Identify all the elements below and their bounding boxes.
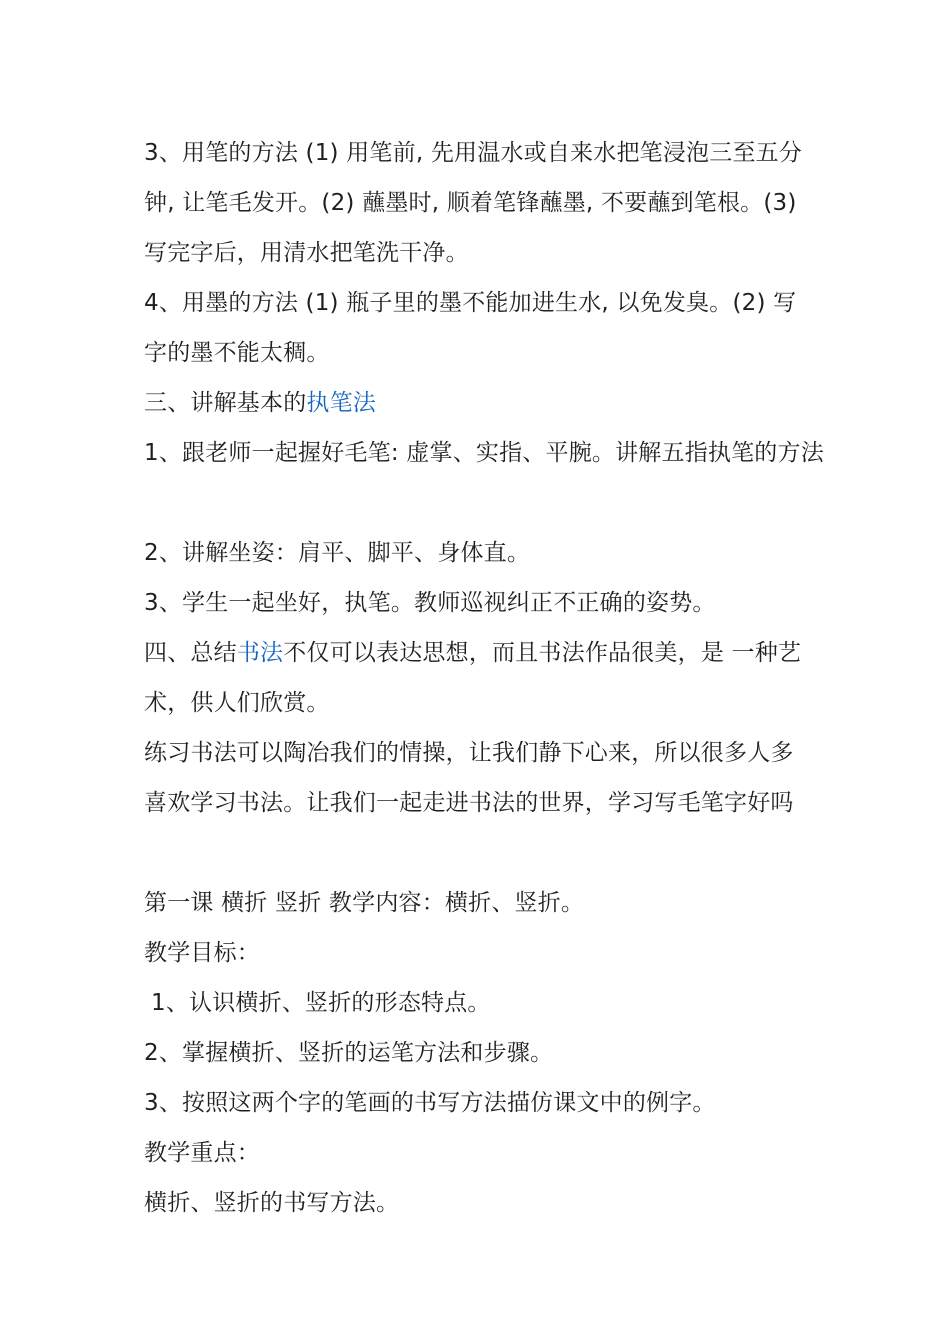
section-heading-text: 三、讲解基本的 (144, 390, 307, 416)
keyword-link[interactable]: 书法 (236, 640, 284, 666)
paragraph-line: 2、讲解坐姿：肩平、脚平、身体直。 (144, 540, 531, 566)
paragraph-line: 3、学生一起坐好，执笔。教师巡视纠正不正确的姿势。 (144, 590, 716, 616)
section-heading-3 (144, 378, 814, 428)
section-heading-continuation: 不仅可以表达思想，而且书法作品很美，是 一种艺 (283, 640, 802, 666)
document-body (144, 128, 824, 1228)
objective-item: 1、认识横折、竖折的形态特点。 (151, 990, 491, 1016)
objective-item: 2、掌握横折、竖折的运笔方法和步骤。 (144, 1040, 554, 1066)
lesson-title: 第一课 横折 竖折 教学内容：横折、竖折。 (144, 890, 585, 916)
key-points-heading: 教学重点： (144, 1140, 260, 1166)
paragraph-line: 1、跟老师一起握好毛笔: 虚掌、实指、平腕。讲解五指执笔的方法 (144, 440, 824, 466)
objectives-heading: 教学目标： (144, 940, 260, 966)
paragraph-line: 写完字后，用清水把笔洗干净。 (144, 240, 469, 266)
paragraph-line: 钟, 让笔毛发开。(2) 蘸墨时, 顺着笔锋蘸墨, 不要蘸到笔根。(3) (144, 190, 797, 216)
keyword-link[interactable]: 执笔法 (306, 390, 377, 416)
paragraph-line: 字的墨不能太稠。 (144, 340, 330, 366)
blank-line (144, 478, 814, 528)
paragraph-line: 喜欢学习书法。让我们一起走进书法的世界，学习写毛笔字好吗 (144, 790, 794, 816)
objective-item: 3、按照这两个字的笔画的书写方法描仿课文中的例字。 (144, 1090, 716, 1116)
paragraph-line: 4、用墨的方法 (1) 瓶子里的墨不能加进生水, 以免发臭。(2) 写 (144, 290, 797, 316)
paragraph-line: 术，供人们欣赏。 (144, 690, 330, 716)
paragraph-line: 练习书法可以陶冶我们的情操，让我们静下心来，所以很多人多 (144, 740, 794, 766)
paragraph-line: 3、用笔的方法 (1) 用笔前, 先用温水或自来水把笔浸泡三至五分 (144, 140, 803, 166)
blank-line (144, 828, 814, 878)
key-point-item: 横折、竖折的书写方法。 (144, 1190, 400, 1216)
section-heading-4 (144, 628, 814, 678)
section-heading-text: 四、总结 (144, 640, 237, 666)
